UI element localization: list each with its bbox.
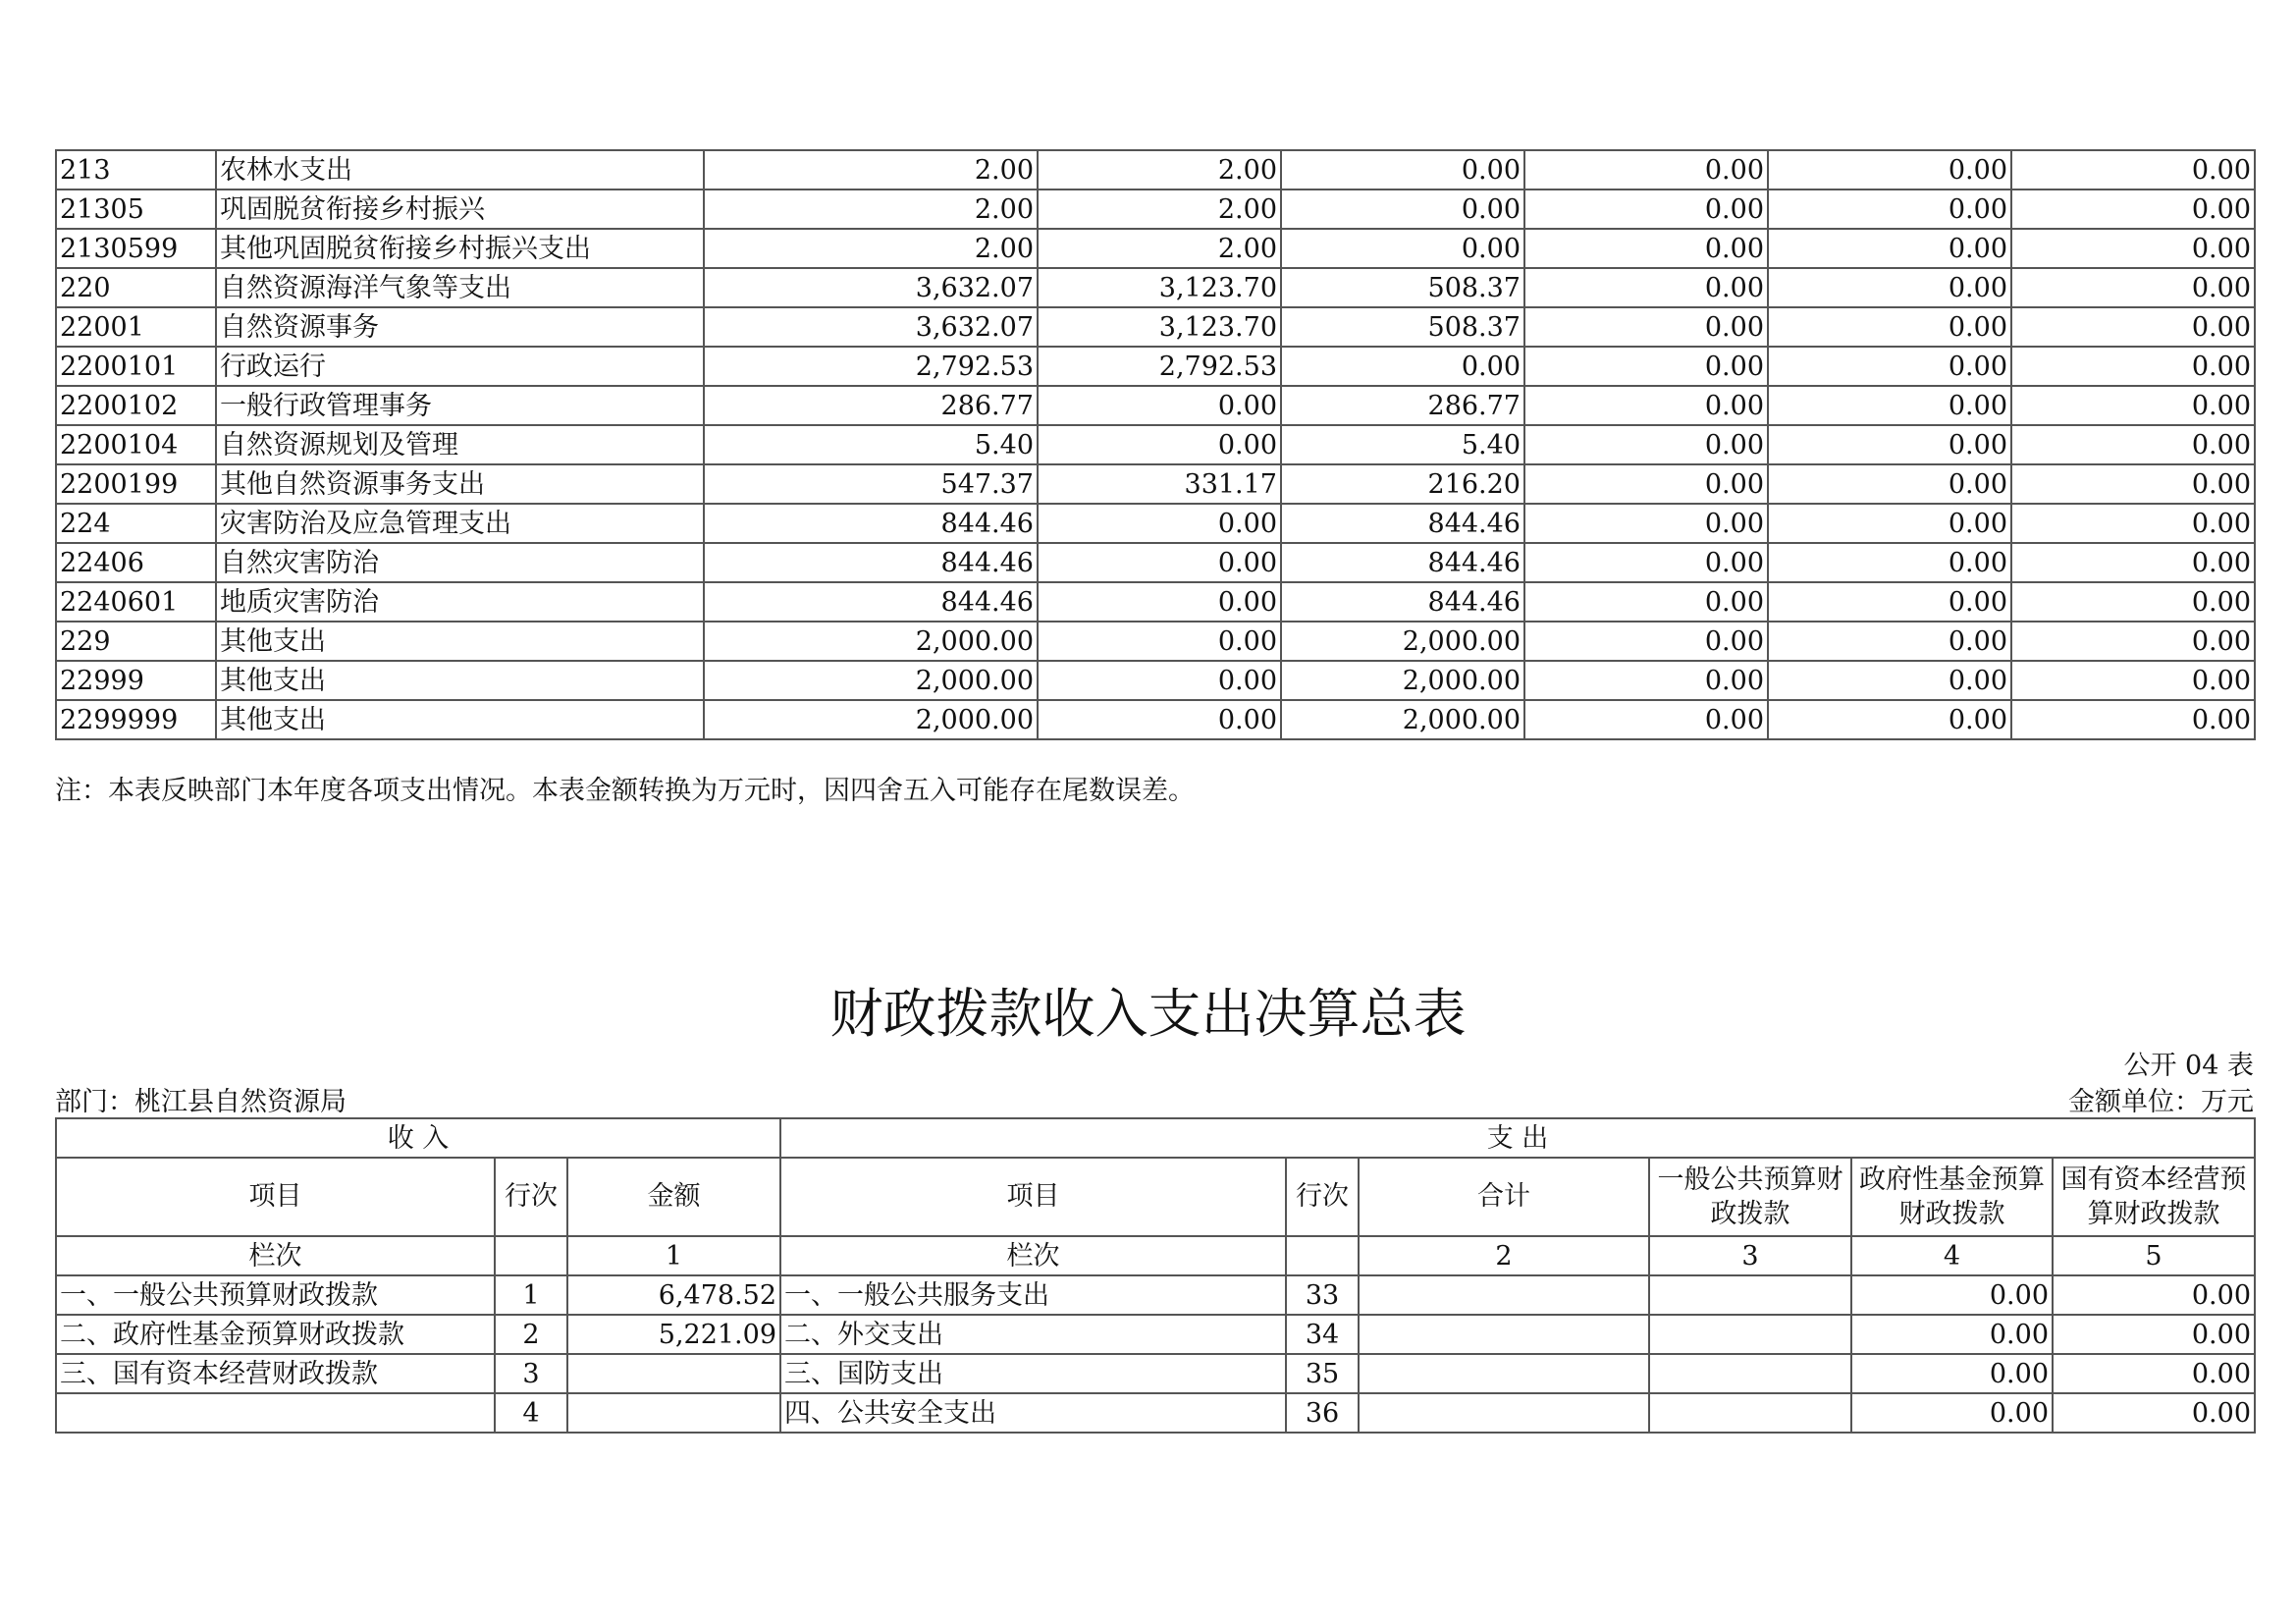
amount-cell: 0.00 (1524, 425, 1768, 464)
amount-cell: 216.20 (1281, 464, 1524, 504)
amount-cell: 0.00 (2011, 464, 2255, 504)
amount-cell: 0.00 (1524, 700, 1768, 739)
expenditure-detail-table (55, 149, 2256, 740)
table-row (56, 268, 2255, 307)
subject-code-cell: 2240601 (56, 582, 216, 622)
department-label: 部门：桃江县自然资源局 (55, 1087, 347, 1117)
amount-cell (1359, 1354, 1649, 1393)
subject-code-cell: 22001 (56, 307, 216, 347)
amount-cell: 0.00 (2011, 229, 2255, 268)
table-row (56, 307, 2255, 347)
amount-cell: 0.00 (1768, 504, 2011, 543)
amount-cell: 6,478.52 (567, 1275, 780, 1315)
amount-cell: 0.00 (2011, 347, 2255, 386)
amount-cell: 0.00 (1768, 661, 2011, 700)
amount-cell: 0.00 (1524, 268, 1768, 307)
amount-unit-label: 金额单位：万元 (2068, 1087, 2254, 1117)
amount-cell: 0.00 (1524, 661, 1768, 700)
amount-cell: 0.00 (2011, 425, 2255, 464)
subject-name-cell: 其他自然资源事务支出 (216, 464, 704, 504)
subject-name-cell: 自然资源海洋气象等支出 (216, 268, 704, 307)
column-index-cell (495, 1236, 567, 1275)
amount-cell: 0.00 (1524, 189, 1768, 229)
subject-code-cell: 22999 (56, 661, 216, 700)
column-header: 行次 (1286, 1158, 1359, 1236)
amount-cell: 2,000.00 (1281, 622, 1524, 661)
amount-cell: 0.00 (1524, 582, 1768, 622)
amount-cell: 331.17 (1038, 464, 1281, 504)
subject-name-cell: 一般行政管理事务 (216, 386, 704, 425)
amount-cell: 3,632.07 (704, 307, 1038, 347)
amount-cell: 547.37 (704, 464, 1038, 504)
subject-name-cell: 巩固脱贫衔接乡村振兴 (216, 189, 704, 229)
amount-cell (1359, 1315, 1649, 1354)
table-row (56, 1393, 2255, 1433)
column-index-cell: 1 (567, 1236, 780, 1275)
column-index-cell: 5 (2053, 1236, 2255, 1275)
amount-cell: 2.00 (704, 189, 1038, 229)
amount-cell: 2.00 (1038, 189, 1281, 229)
amount-cell (567, 1393, 780, 1433)
column-index-cell: 栏次 (780, 1236, 1286, 1275)
column-header: 国有资本经营预算财政拨款 (2053, 1158, 2255, 1236)
amount-cell: 0.00 (1038, 622, 1281, 661)
subject-name-cell: 其他支出 (216, 700, 704, 739)
amount-cell: 0.00 (1281, 189, 1524, 229)
amount-cell: 0.00 (1038, 661, 1281, 700)
amount-cell: 0.00 (2011, 504, 2255, 543)
amount-cell: 0.00 (2053, 1315, 2255, 1354)
amount-cell: 0.00 (1524, 622, 1768, 661)
line-number-cell: 36 (1286, 1393, 1359, 1433)
amount-cell: 0.00 (1851, 1275, 2053, 1315)
amount-cell: 2,000.00 (1281, 700, 1524, 739)
table-row (56, 543, 2255, 582)
item-cell (56, 1393, 495, 1433)
amount-cell: 844.46 (1281, 543, 1524, 582)
amount-cell (1649, 1393, 1851, 1433)
amount-cell (1649, 1275, 1851, 1315)
amount-cell: 3,123.70 (1038, 268, 1281, 307)
amount-cell: 0.00 (1768, 386, 2011, 425)
subject-name-cell: 自然资源规划及管理 (216, 425, 704, 464)
amount-cell: 0.00 (1768, 582, 2011, 622)
subject-name-cell: 其他支出 (216, 622, 704, 661)
amount-cell: 0.00 (1851, 1354, 2053, 1393)
page-title: 财政拨款收入支出决算总表 (829, 983, 1467, 1045)
amount-cell: 0.00 (1768, 229, 2011, 268)
amount-cell: 0.00 (2011, 307, 2255, 347)
amount-cell: 0.00 (1281, 229, 1524, 268)
amount-cell: 0.00 (2011, 582, 2255, 622)
item-cell: 一、一般公共服务支出 (780, 1275, 1286, 1315)
table-row (56, 425, 2255, 464)
table-row (56, 189, 2255, 229)
amount-cell: 0.00 (1768, 189, 2011, 229)
subject-name-cell: 地质灾害防治 (216, 582, 704, 622)
column-index-cell: 2 (1359, 1236, 1649, 1275)
amount-cell: 2.00 (704, 229, 1038, 268)
subject-code-cell: 2200101 (56, 347, 216, 386)
table-row (56, 661, 2255, 700)
line-number-cell: 4 (495, 1393, 567, 1433)
table-row (56, 464, 2255, 504)
amount-cell: 0.00 (1281, 150, 1524, 189)
amount-cell: 0.00 (1038, 700, 1281, 739)
amount-cell: 0.00 (2011, 150, 2255, 189)
subject-code-cell: 2130599 (56, 229, 216, 268)
column-header: 政府性基金预算财政拨款 (1851, 1158, 2053, 1236)
amount-cell: 844.46 (704, 504, 1038, 543)
amount-cell (567, 1354, 780, 1393)
table-row (56, 150, 2255, 189)
subject-code-cell: 2299999 (56, 700, 216, 739)
amount-cell: 0.00 (1038, 582, 1281, 622)
amount-cell: 0.00 (1524, 543, 1768, 582)
subject-name-cell: 行政运行 (216, 347, 704, 386)
line-number-cell: 34 (1286, 1315, 1359, 1354)
table-row (56, 700, 2255, 739)
amount-cell: 844.46 (1281, 582, 1524, 622)
amount-cell: 0.00 (1768, 268, 2011, 307)
amount-cell: 508.37 (1281, 268, 1524, 307)
column-index-cell: 4 (1851, 1236, 2053, 1275)
subject-code-cell: 2200104 (56, 425, 216, 464)
amount-cell: 0.00 (1768, 347, 2011, 386)
subject-code-cell: 2200102 (56, 386, 216, 425)
amount-cell: 5.40 (1281, 425, 1524, 464)
subject-code-cell: 224 (56, 504, 216, 543)
subject-name-cell: 灾害防治及应急管理支出 (216, 504, 704, 543)
amount-cell: 2,000.00 (704, 622, 1038, 661)
amount-cell: 0.00 (1768, 464, 2011, 504)
amount-cell: 2,000.00 (704, 661, 1038, 700)
amount-cell: 5.40 (704, 425, 1038, 464)
amount-cell: 844.46 (704, 582, 1038, 622)
amount-cell: 844.46 (1281, 504, 1524, 543)
amount-cell: 2,000.00 (704, 700, 1038, 739)
amount-cell: 2,000.00 (1281, 661, 1524, 700)
column-header: 项目 (56, 1158, 495, 1236)
amount-cell: 2.00 (1038, 150, 1281, 189)
amount-cell (1359, 1275, 1649, 1315)
item-cell: 二、政府性基金预算财政拨款 (56, 1315, 495, 1354)
column-index-cell: 栏次 (56, 1236, 495, 1275)
amount-cell: 0.00 (1768, 425, 2011, 464)
amount-cell: 0.00 (1768, 622, 2011, 661)
amount-cell: 2.00 (704, 150, 1038, 189)
amount-cell: 0.00 (2011, 268, 2255, 307)
amount-cell: 0.00 (1768, 700, 2011, 739)
line-number-cell: 1 (495, 1275, 567, 1315)
column-header: 合计 (1359, 1158, 1649, 1236)
amount-cell: 844.46 (704, 543, 1038, 582)
amount-cell: 0.00 (1524, 150, 1768, 189)
amount-cell: 0.00 (2011, 622, 2255, 661)
amount-cell: 0.00 (1038, 425, 1281, 464)
amount-cell: 0.00 (1851, 1393, 2053, 1433)
amount-cell: 2,792.53 (1038, 347, 1281, 386)
amount-cell: 0.00 (1524, 307, 1768, 347)
column-index-cell (1286, 1236, 1359, 1275)
subject-name-cell: 农林水支出 (216, 150, 704, 189)
column-header: 行次 (495, 1158, 567, 1236)
subject-code-cell: 2200199 (56, 464, 216, 504)
amount-cell: 3,123.70 (1038, 307, 1281, 347)
amount-cell: 0.00 (1038, 386, 1281, 425)
amount-cell (1359, 1393, 1649, 1433)
table-row (56, 1275, 2255, 1315)
column-index-cell: 3 (1649, 1236, 1851, 1275)
amount-cell (1649, 1354, 1851, 1393)
subject-name-cell: 其他支出 (216, 661, 704, 700)
column-header: 金额 (567, 1158, 780, 1236)
subject-name-cell: 其他巩固脱贫衔接乡村振兴支出 (216, 229, 704, 268)
amount-cell: 0.00 (1524, 347, 1768, 386)
line-number-cell: 2 (495, 1315, 567, 1354)
amount-cell: 2.00 (1038, 229, 1281, 268)
item-cell: 三、国防支出 (780, 1354, 1286, 1393)
amount-cell: 0.00 (2011, 543, 2255, 582)
amount-cell (1649, 1315, 1851, 1354)
amount-cell: 0.00 (1768, 307, 2011, 347)
table-row (56, 504, 2255, 543)
column-header: 一般公共预算财政拨款 (1649, 1158, 1851, 1236)
amount-cell: 0.00 (2011, 661, 2255, 700)
amount-cell: 3,632.07 (704, 268, 1038, 307)
amount-cell: 286.77 (1281, 386, 1524, 425)
amount-cell: 0.00 (2011, 386, 2255, 425)
amount-cell: 2,792.53 (704, 347, 1038, 386)
table-note: 注：本表反映部门本年度各项支出情况。本表金额转换为万元时，因四舍五入可能存在尾数误差。 (55, 776, 1195, 806)
table-row (56, 347, 2255, 386)
amount-cell: 0.00 (1768, 150, 2011, 189)
amount-cell: 0.00 (2011, 700, 2255, 739)
amount-cell: 0.00 (1038, 504, 1281, 543)
column-header: 项目 (780, 1158, 1286, 1236)
amount-cell: 0.00 (1038, 543, 1281, 582)
table-row (56, 1354, 2255, 1393)
subject-code-cell: 229 (56, 622, 216, 661)
amount-cell: 286.77 (704, 386, 1038, 425)
table-row (56, 386, 2255, 425)
subject-name-cell: 自然资源事务 (216, 307, 704, 347)
amount-cell: 0.00 (2053, 1275, 2255, 1315)
table-row (56, 582, 2255, 622)
subject-name-cell: 自然灾害防治 (216, 543, 704, 582)
amount-cell: 0.00 (1768, 543, 2011, 582)
amount-cell: 0.00 (1524, 504, 1768, 543)
table-row (56, 229, 2255, 268)
line-number-cell: 3 (495, 1354, 567, 1393)
amount-cell: 0.00 (1851, 1315, 2053, 1354)
item-cell: 二、外交支出 (780, 1315, 1286, 1354)
subject-code-cell: 21305 (56, 189, 216, 229)
income-section-header: 收 入 (56, 1118, 780, 1158)
amount-cell: 5,221.09 (567, 1315, 780, 1354)
form-number: 公开 04 表 (2123, 1051, 2254, 1081)
item-cell: 三、国有资本经营财政拨款 (56, 1354, 495, 1393)
item-cell: 四、公共安全支出 (780, 1393, 1286, 1433)
amount-cell: 0.00 (2053, 1354, 2255, 1393)
line-number-cell: 35 (1286, 1354, 1359, 1393)
amount-cell: 0.00 (2053, 1393, 2255, 1433)
amount-cell: 0.00 (2011, 189, 2255, 229)
amount-cell: 0.00 (1524, 229, 1768, 268)
amount-cell: 0.00 (1524, 386, 1768, 425)
table-row (56, 1315, 2255, 1354)
fiscal-appropriation-summary-table (55, 1117, 2256, 1434)
expense-section-header: 支 出 (780, 1118, 2255, 1158)
line-number-cell: 33 (1286, 1275, 1359, 1315)
amount-cell: 508.37 (1281, 307, 1524, 347)
amount-cell: 0.00 (1281, 347, 1524, 386)
subject-code-cell: 220 (56, 268, 216, 307)
item-cell: 一、一般公共预算财政拨款 (56, 1275, 495, 1315)
subject-code-cell: 213 (56, 150, 216, 189)
subject-code-cell: 22406 (56, 543, 216, 582)
table-row (56, 622, 2255, 661)
amount-cell: 0.00 (1524, 464, 1768, 504)
